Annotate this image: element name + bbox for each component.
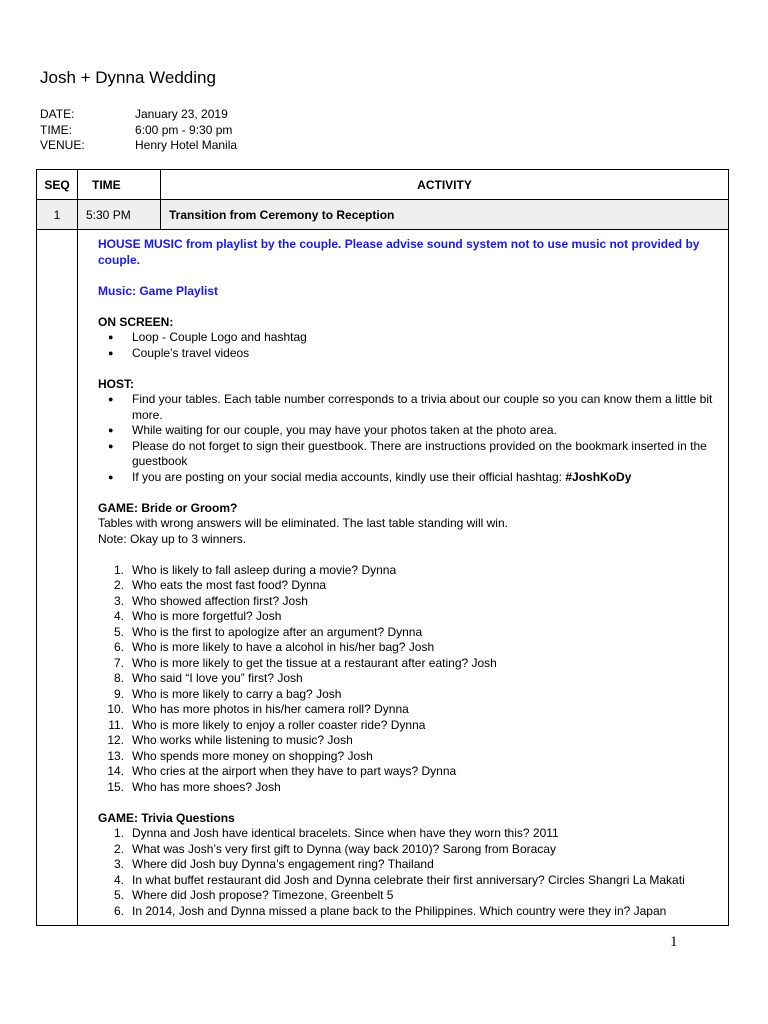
question-item xyxy=(98,625,720,641)
question-item xyxy=(98,594,720,610)
game1-note: Note: Okay up to 3 winners. xyxy=(98,531,247,546)
question-number: 2. xyxy=(113,841,124,856)
venue-label: VENUE: xyxy=(40,138,85,152)
question-item xyxy=(98,687,720,703)
event-details xyxy=(40,107,237,154)
question-item xyxy=(98,873,720,889)
question-number: 8. xyxy=(113,671,124,685)
question-text: In 2014, Josh and Dynna missed a plane back to the Philippines. Which country were they in? Japan xyxy=(132,903,667,918)
question-number: 3. xyxy=(113,857,124,871)
question-text: Who spends more money on shopping? Josh xyxy=(132,748,373,763)
game1-rule: Tables with wrong answers will be eliminated. The last table standing will win. xyxy=(98,516,508,530)
question-number: 10. xyxy=(107,702,124,716)
question-text: Dynna and Josh have identical bracelets. Since when have they worn this? 2011 xyxy=(132,826,559,840)
question-number: 15. xyxy=(107,779,124,794)
on-screen-label: ON SCREEN: xyxy=(98,314,174,329)
question-number: 9. xyxy=(113,686,124,701)
question-number: 4. xyxy=(113,609,124,623)
table-row xyxy=(37,200,729,230)
list-item: ● Couple’s travel videos xyxy=(98,346,720,362)
question-item xyxy=(98,563,720,579)
host-label: HOST: xyxy=(98,376,134,391)
list-item: ● Please do not forget to sign their guestbook. There are instructions provided on the bookmark inserted in the guestbook xyxy=(98,439,720,470)
music-label: Music: Game Playlist xyxy=(98,283,219,298)
question-number: 11. xyxy=(108,717,124,732)
list-item xyxy=(98,470,720,486)
date-row xyxy=(40,107,237,123)
game2-questions xyxy=(98,826,720,919)
question-number: 12. xyxy=(107,733,124,747)
question-number: 6. xyxy=(113,640,124,654)
time-label: TIME: xyxy=(40,122,72,137)
question-item xyxy=(98,780,720,796)
table-header-row xyxy=(37,170,729,200)
document-title: Josh + Dynna Wedding xyxy=(40,68,216,87)
host-list xyxy=(98,392,720,485)
question-item xyxy=(98,718,720,734)
seq-header: SEQ xyxy=(37,170,78,200)
question-item xyxy=(98,640,720,656)
question-item xyxy=(98,764,720,780)
question-text: Who has more shoes? Josh xyxy=(132,779,281,794)
question-text: Who cries at the airport when they have to part ways? Dynna xyxy=(132,764,457,778)
question-number: 1. xyxy=(113,562,124,577)
question-number: 7. xyxy=(113,655,124,670)
question-text: Who is more likely to get the tissue at a restaurant after eating? Josh xyxy=(132,655,497,670)
list-item: ● While waiting for our couple, you may have your photos taken at the photo area. xyxy=(98,423,720,439)
game1-title: GAME: Bride or Groom? xyxy=(98,500,238,515)
details-cell xyxy=(78,230,729,926)
question-text: Who has more photos in his/her camera roll? Dynna xyxy=(132,702,409,716)
question-text: Who is more likely to enjoy a roller coaster ride? Dynna xyxy=(132,717,426,732)
venue-row xyxy=(40,138,237,154)
game1-questions xyxy=(98,563,720,796)
question-number: 1. xyxy=(113,826,124,840)
question-text: Who is more forgetful? Josh xyxy=(132,609,282,623)
page-number: 1 xyxy=(670,934,678,950)
question-number: 6. xyxy=(113,903,124,918)
activity-cell: Transition from Ceremony to Reception xyxy=(161,200,729,230)
on-screen-list xyxy=(98,330,720,361)
activity-header: ACTIVITY xyxy=(161,170,729,200)
question-item xyxy=(98,733,720,749)
hashtag-note: If you are posting on your social media accounts, kindly use their official hashtag: xyxy=(132,469,566,484)
question-item xyxy=(98,671,720,687)
question-number: 13. xyxy=(107,748,124,763)
question-item xyxy=(98,857,720,873)
question-number: 4. xyxy=(113,872,124,887)
question-text: Who showed affection first? Josh xyxy=(132,593,308,608)
game2-title: GAME: Trivia Questions xyxy=(98,810,235,825)
time-row xyxy=(40,123,237,139)
question-item xyxy=(98,904,720,920)
question-text: Who is more likely to have a alcohol in his/her bag? Josh xyxy=(132,640,435,654)
house-music-note: HOUSE MUSIC from playlist by the couple. Please advise sound system not to use music not provided by couple. xyxy=(98,237,700,267)
details-row xyxy=(37,230,729,926)
question-item xyxy=(98,749,720,765)
question-text: In what buffet restaurant did Josh and Dynna celebrate their first anniversary? Circles Shangri La Makati xyxy=(132,872,685,887)
question-number: 5. xyxy=(113,624,124,639)
list-item: ● Find your tables. Each table number corresponds to a trivia about our couple so you can know them a little bit more. xyxy=(98,392,720,423)
question-item xyxy=(98,609,720,625)
question-number: 14. xyxy=(107,764,124,778)
question-text: Where did Josh propose? Timezone, Greenbelt 5 xyxy=(132,888,394,902)
empty-seq-cell xyxy=(37,230,78,926)
question-item xyxy=(98,842,720,858)
hashtag: #JoshKoDy xyxy=(565,469,632,484)
question-text: Who is more likely to carry a bag? Josh xyxy=(132,686,342,701)
date-value: January 23, 2019 xyxy=(135,107,228,121)
question-text: Who eats the most fast food? Dynna xyxy=(132,578,327,592)
question-text: Who is the first to apologize after an argument? Dynna xyxy=(132,624,423,639)
time-cell: 5:30 PM xyxy=(78,200,161,230)
question-item xyxy=(98,578,720,594)
question-text: What was Josh’s very first gift to Dynna (way back 2010)? Sarong from Boracay xyxy=(132,841,556,856)
date-label: DATE: xyxy=(40,107,75,121)
question-item xyxy=(98,888,720,904)
question-number: 5. xyxy=(113,888,124,902)
list-item: ● Loop - Couple Logo and hashtag xyxy=(98,330,720,346)
question-number: 2. xyxy=(113,578,124,592)
seq-cell: 1 xyxy=(37,200,78,230)
question-item xyxy=(98,702,720,718)
question-text: Who is likely to fall asleep during a movie? Dynna xyxy=(132,562,397,577)
venue-value: Henry Hotel Manila xyxy=(135,138,238,152)
question-text: Where did Josh buy Dynna’s engagement ring? Thailand xyxy=(132,857,434,871)
question-text: Who works while listening to music? Josh xyxy=(132,733,353,747)
time-header: TIME xyxy=(78,170,161,200)
time-value: 6:00 pm - 9:30 pm xyxy=(135,122,233,137)
question-item xyxy=(98,656,720,672)
question-text: Who said “I love you” first? Josh xyxy=(132,671,303,685)
question-number: 3. xyxy=(113,593,124,608)
program-table xyxy=(36,169,729,926)
question-item xyxy=(98,826,720,842)
